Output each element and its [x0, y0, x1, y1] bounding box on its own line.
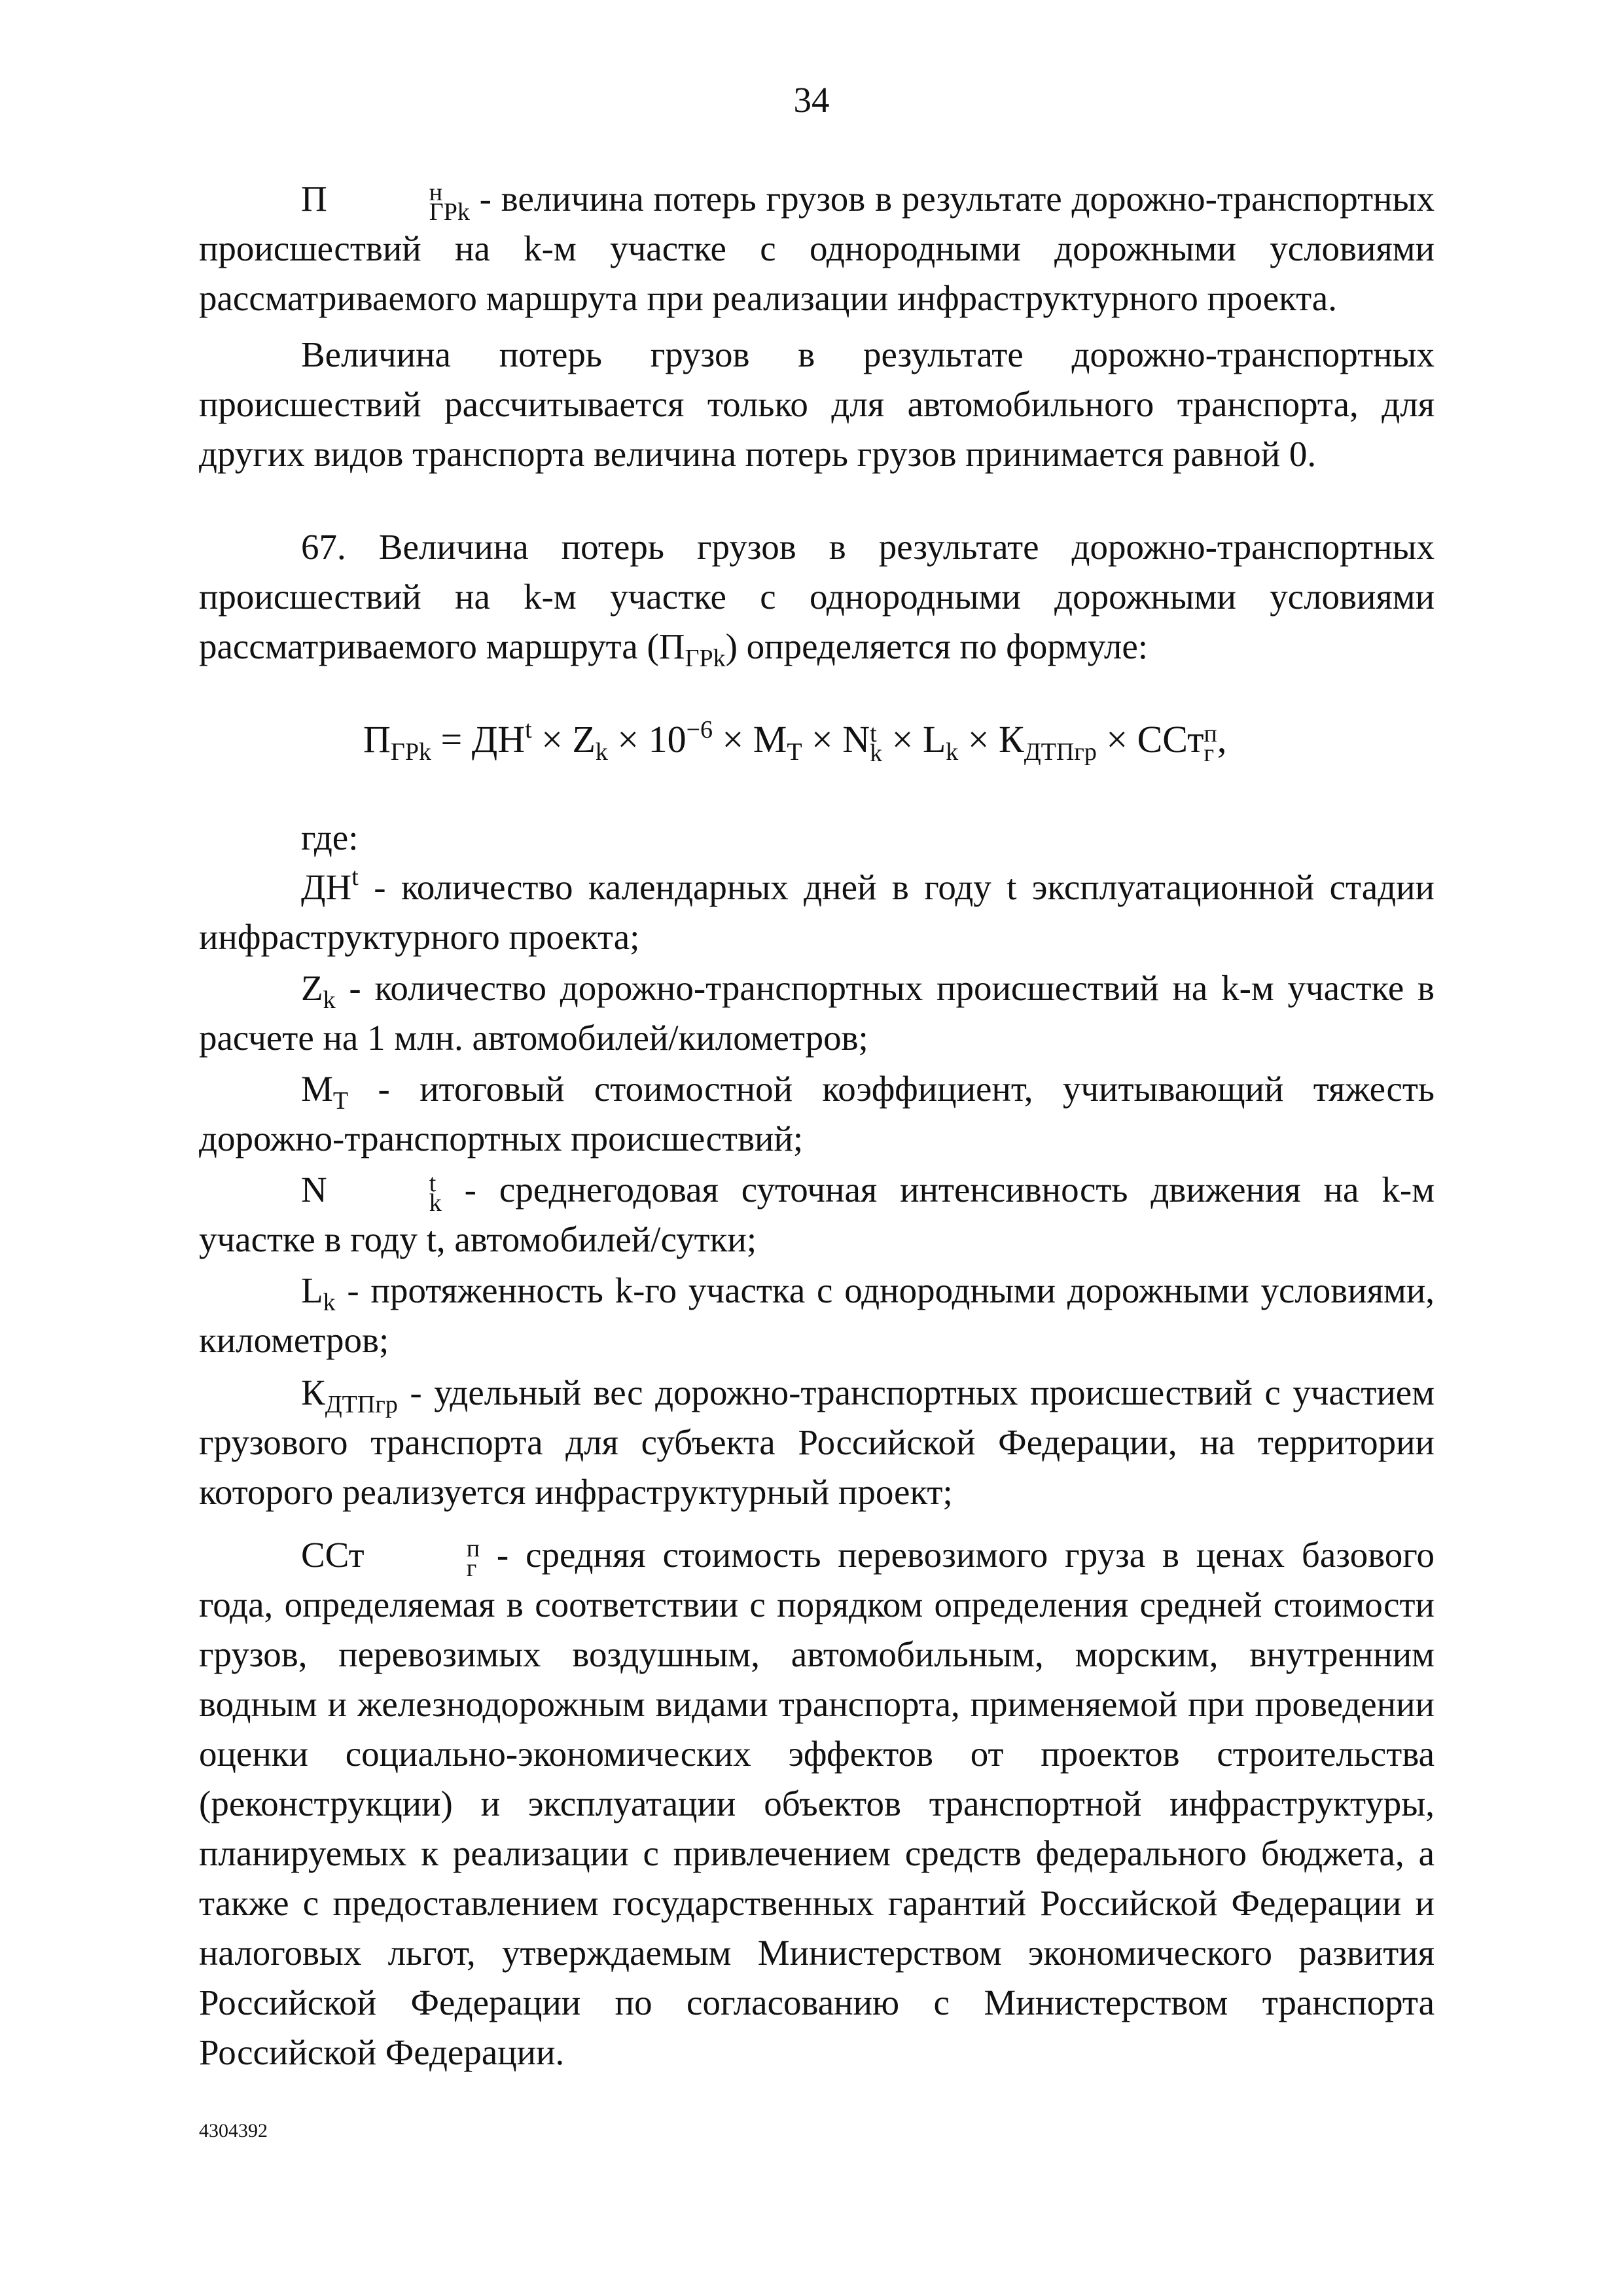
definition-z: $Z_k$ - количество дорожно-транспортных происшествий на k-м участке в расчете на 1 млн. автомобилей/километров;	[199, 968, 1435, 1058]
definition-k: $К_{ДТПгр}$ - удельный вес дорожно-транспортных происшествий с участием грузового транспорта для субъекта Российской Федерации, на территории которого реализуется инфраструктурный проект;	[199, 1372, 1435, 1512]
symbol-p-grk-h: П н ГРk	[301, 179, 470, 226]
page-number: 34	[793, 80, 830, 120]
definition-dn: $ДН^t$ - количество календарных дней в году t эксплуатационной стадии инфраструктурного проекта;	[199, 863, 1435, 957]
definition-m: $М_Т$ - итоговый стоимостной коэффициент, учитывающий тяжесть дорожно-транспортных происшествий;	[199, 1069, 1435, 1158]
document-number: 4304392	[199, 2120, 268, 2142]
paragraph-67: 67. Величина потерь грузов в результате дорожно-транспортных происшествий на k-м участке с однородными дорожными условиями рассматриваемого маршрута $(П_{ГРk})$ определяется по формуле:	[199, 527, 1435, 672]
symbol-p-grk: $П_{ГРk}$	[658, 626, 726, 672]
formula: $П_{ГРk} = ДН^t \times Z_k \times 10^{-6} \times М_Т \times N$ t k × $L_k \times К_{ДТПгр}$ × ССт п г ,	[363, 716, 1227, 767]
definition-cc: ССт п г - средняя стоимость перевозимого груза в ценах базового года, определяемая в соответствии с порядком определения средней стоимости грузов, перевозимых воздушным, автомобильным, морским, внутренним водным и железнодорожным видами транспорта, применяемой при проведении оценки социально-экономических эффектов от проектов строительства (реконструкции) и эксплуатации объектов транспортной инфраструктуры, планируемых к реализации с привлечением средств федерального бюджета, а также с предоставлением государственных гарантий Российской Федерации и налоговых льгот, утверждаемым Министерством экономического развития Российской Федерации по согласованию с Министерством транспорта Российской Федерации.	[199, 1535, 1435, 2072]
definition-n: N t k - среднегодовая суточная интенсивность движения на k-м участке в году t, автомобилей/сутки;	[199, 1170, 1435, 1259]
definition-l: $L_k$ - протяженность k-го участка с однородными дорожными условиями, километров;	[199, 1270, 1435, 1360]
paragraph-2: Величина потерь грузов в результате дорожно-транспортных происшествий рассчитывается только для автомобильного транспорта, для других видов транспорта величина потерь грузов принимается равной 0.	[199, 334, 1435, 474]
paragraph-1: П н ГРk - величина потерь грузов в результате дорожно-транспортных происшествий на k-м участке с однородными дорожными условиями рассматриваемого маршрута при реализации инфраструктурного проекта.	[199, 179, 1435, 318]
where-label: где:	[301, 817, 359, 857]
